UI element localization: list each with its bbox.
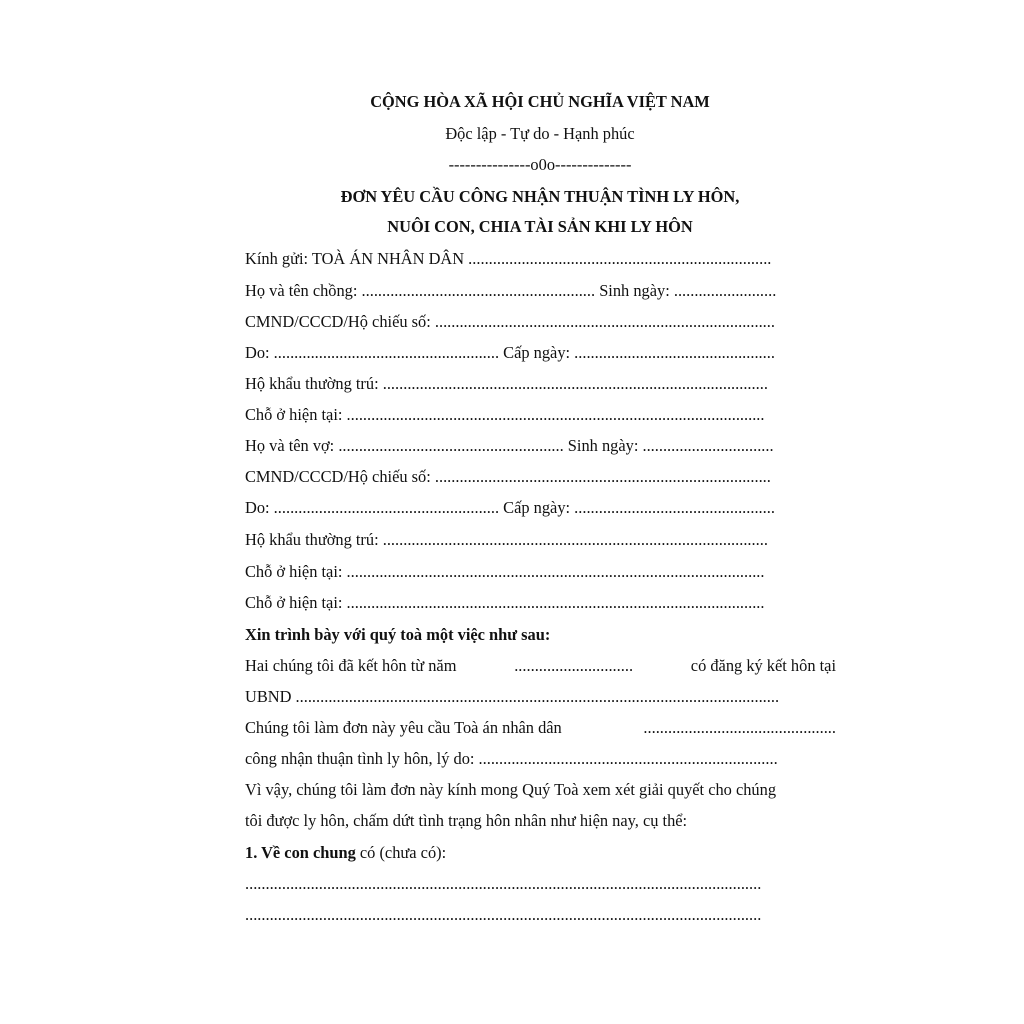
- statement-heading: Xin trình bày với quý toà một việc như sau:: [245, 625, 551, 644]
- children-note: có (chưa có):: [355, 843, 447, 862]
- recipient-line: Kính gửi: TOÀ ÁN NHÂN DÂN ..........................................................................: [245, 249, 772, 268]
- court-blank: ...............................................: [643, 718, 836, 737]
- wife-residence-line-1: Chỗ ở hiện tại: ......................................................................................................: [245, 562, 765, 581]
- blank-line-2: ..............................................................................................................................: [245, 905, 762, 924]
- marriage-text-start: Hai chúng tôi đã kết hôn từ năm: [245, 656, 457, 675]
- reason-line: công nhận thuận tình ly hôn, lý do: .........................................................................: [245, 749, 778, 768]
- nation-heading: CỘNG HÒA XÃ HỘI CHỦ NGHĨA VIỆT NAM: [370, 92, 710, 111]
- request-line: [245, 718, 836, 738]
- husband-id-line: CMND/CCCD/Hộ chiếu số: ...................................................................................: [245, 312, 775, 331]
- wife-residence-line-2: Chỗ ở hiện tại: ......................................................................................................: [245, 593, 765, 612]
- ubnd-line: UBND ......................................................................................................................: [245, 687, 780, 706]
- husband-issued-line: Do: ....................................................... Cấp ngày: .................................................: [245, 343, 775, 362]
- husband-residence-line: Chỗ ở hiện tại: ......................................................................................................: [245, 405, 765, 424]
- husband-name-line: Họ và tên chồng: ......................................................... Sinh ngày: .........................: [245, 281, 777, 300]
- plea-line-1: Vì vậy, chúng tôi làm đơn này kính mong Quý Toà xem xét giải quyết cho chúng: [245, 780, 777, 799]
- marriage-text-end: có đăng ký kết hôn tại: [690, 656, 836, 675]
- wife-name-line: Họ và tên vợ: ....................................................... Sinh ngày: ................................: [245, 436, 774, 455]
- motto: Độc lập - Tự do - Hạnh phúc: [445, 124, 635, 143]
- wife-id-line: CMND/CCCD/Hộ chiếu số: ..................................................................................: [245, 467, 771, 486]
- husband-household-line: Hộ khẩu thường trú: ..............................................................................................: [245, 374, 768, 393]
- wife-issued-line: Do: ....................................................... Cấp ngày: .................................................: [245, 498, 775, 517]
- marriage-year-blank: .............................: [514, 656, 634, 675]
- children-heading: 1. Về con chung: [245, 843, 356, 862]
- request-text: Chúng tôi làm đơn này yêu cầu Toà án nhân dân: [245, 718, 562, 737]
- plea-line-2: tôi được ly hôn, chấm dứt tình trạng hôn nhân như hiện nay, cụ thể:: [245, 811, 688, 830]
- document-title-line-1: ĐƠN YÊU CẦU CÔNG NHẬN THUẬN TÌNH LY HÔN,: [340, 187, 740, 206]
- marriage-line: [245, 656, 836, 676]
- children-line: [245, 843, 446, 863]
- wife-household-line: Hộ khẩu thường trú: ..............................................................................................: [245, 530, 768, 549]
- document-title-line-2: NUÔI CON, CHIA TÀI SẢN KHI LY HÔN: [387, 217, 693, 236]
- blank-line-1: ..............................................................................................................................: [245, 874, 762, 893]
- separator: ---------------o0o--------------: [448, 155, 632, 174]
